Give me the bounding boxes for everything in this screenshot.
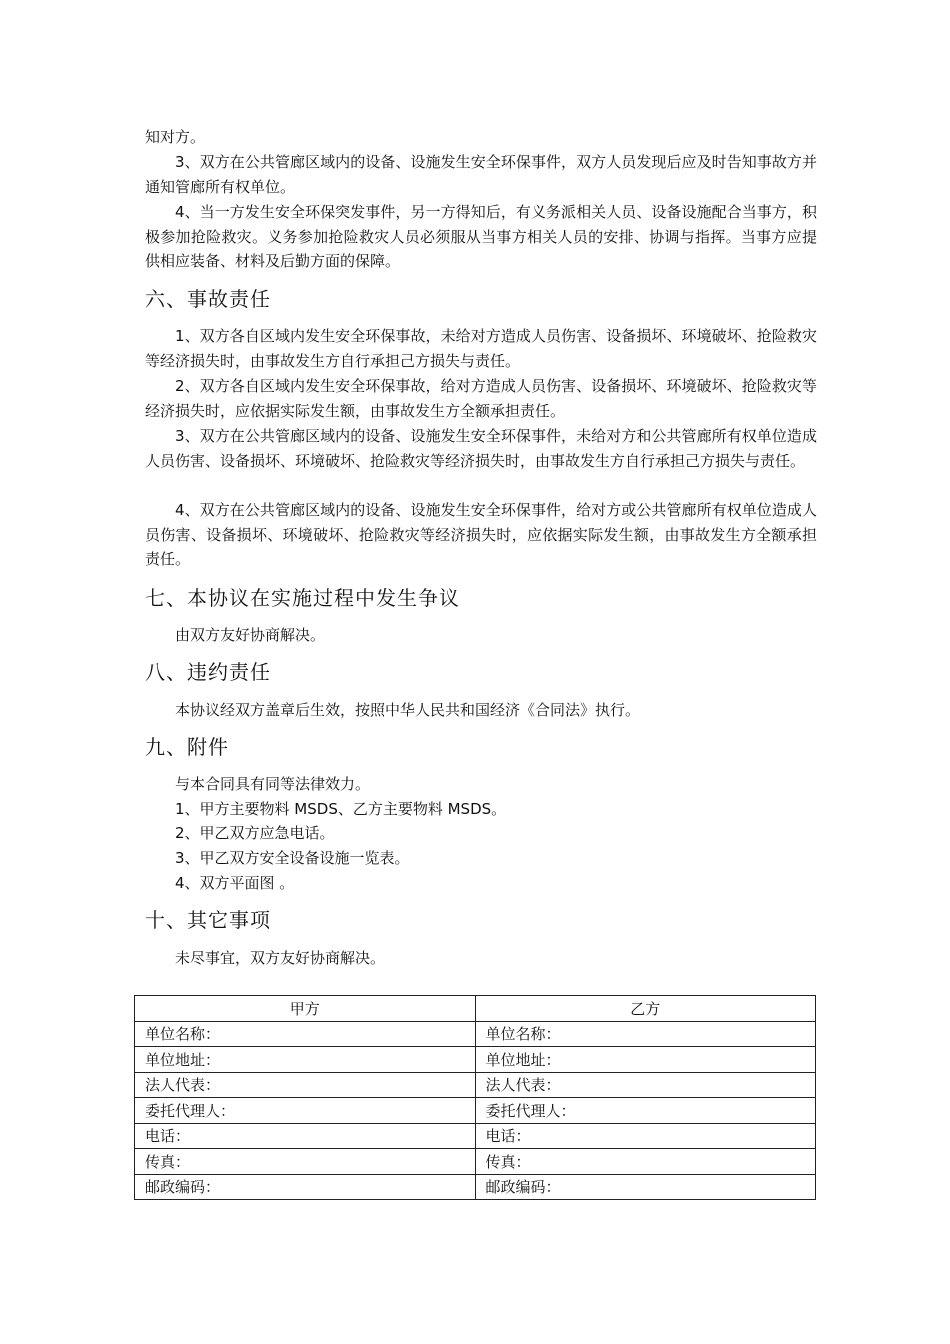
party-b-cell: 单位名称： bbox=[475, 1021, 816, 1047]
table-row bbox=[135, 1098, 816, 1124]
section-heading: 六、事故责任 bbox=[145, 287, 271, 311]
party-a-header: 甲方 bbox=[135, 996, 476, 1022]
paragraph: 知对方。 bbox=[145, 128, 206, 146]
paragraph: 4、当一方发生安全环保突发事件，另一方得知后，有义务派相关人员、设备设施配合当事方，积极参加抢险救灾。义务参加抢险救灾人员必须服从当事方相关人员的安排、协调与指挥。当事方应提供相应装备、材料及后勤方面的保障。 bbox=[145, 203, 817, 270]
party-a-cell: 单位地址： bbox=[135, 1047, 476, 1073]
paragraph: 3、双方在公共管廊区域内的设备、设施发生安全环保事件，双方人员发现后应及时告知事故方并通知管廊所有权单位。 bbox=[145, 153, 817, 196]
party-b-cell: 单位地址： bbox=[475, 1047, 816, 1073]
paragraph: 3、双方在公共管廊区域内的设备、设施发生安全环保事件，未给对方和公共管廊所有权单位造成人员伤害、设备损坏、环境破坏、抢险救灾等经济损失时，由事故发生方自行承担己方损失与责任。 bbox=[145, 427, 817, 470]
party-a-cell: 电话： bbox=[135, 1123, 476, 1149]
table-row bbox=[135, 1149, 816, 1175]
table-header-row bbox=[135, 996, 816, 1022]
list-item: 1、甲方主要物料 MSDS、乙方主要物料 MSDS。 bbox=[175, 800, 507, 818]
paragraph: 1、双方各自区域内发生安全环保事故，未给对方造成人员伤害、设备损坏、环境破坏、抢险救灾等经济损失时，由事故发生方自行承担己方损失与责任。 bbox=[145, 327, 817, 370]
list-item: 4、双方平面图 。 bbox=[175, 874, 295, 892]
party-b-cell: 电话： bbox=[475, 1123, 816, 1149]
table-row bbox=[135, 1047, 816, 1073]
section-heading: 八、违约责任 bbox=[145, 660, 271, 684]
party-b-cell: 传真： bbox=[475, 1149, 816, 1175]
table-row bbox=[135, 1174, 816, 1200]
signature-table bbox=[134, 995, 816, 1200]
paragraph: 由双方友好协商解决。 bbox=[175, 626, 326, 644]
paragraph: 本协议经双方盖章后生效，按照中华人民共和国经济《合同法》执行。 bbox=[175, 701, 641, 719]
section-heading: 十、其它事项 bbox=[145, 908, 271, 932]
section-heading: 九、附件 bbox=[145, 735, 229, 759]
party-a-cell: 传真： bbox=[135, 1149, 476, 1175]
party-a-cell: 邮政编码： bbox=[135, 1174, 476, 1200]
table-row bbox=[135, 1021, 816, 1047]
party-b-cell: 法人代表： bbox=[475, 1072, 816, 1098]
paragraph: 与本合同具有同等法律效力。 bbox=[175, 775, 371, 793]
section-heading: 七、本协议在实施过程中发生争议 bbox=[145, 586, 460, 610]
party-b-cell: 委托代理人： bbox=[475, 1098, 816, 1124]
paragraph: 4、双方在公共管廊区域内的设备、设施发生安全环保事件，给对方或公共管廊所有权单位造成人员伤害、设备损坏、环境破坏、抢险救灾等经济损失时，应依据实际发生额，由事故发生方全额承担责任。 bbox=[145, 501, 817, 568]
table-row bbox=[135, 1072, 816, 1098]
party-b-header: 乙方 bbox=[475, 996, 816, 1022]
party-a-cell: 委托代理人： bbox=[135, 1098, 476, 1124]
paragraph: 2、双方各自区域内发生安全环保事故，给对方造成人员伤害、设备损坏、环境破坏、抢险救灾等经济损失时，应依据实际发生额，由事故发生方全额承担责任。 bbox=[145, 377, 817, 420]
table-row bbox=[135, 1123, 816, 1149]
party-a-cell: 单位名称： bbox=[135, 1021, 476, 1047]
paragraph: 未尽事宜，双方友好协商解决。 bbox=[175, 949, 386, 967]
list-item: 3、甲乙双方安全设备设施一览表。 bbox=[175, 849, 410, 867]
list-item: 2、甲乙双方应急电话。 bbox=[175, 824, 335, 842]
party-a-cell: 法人代表： bbox=[135, 1072, 476, 1098]
party-b-cell: 邮政编码： bbox=[475, 1174, 816, 1200]
